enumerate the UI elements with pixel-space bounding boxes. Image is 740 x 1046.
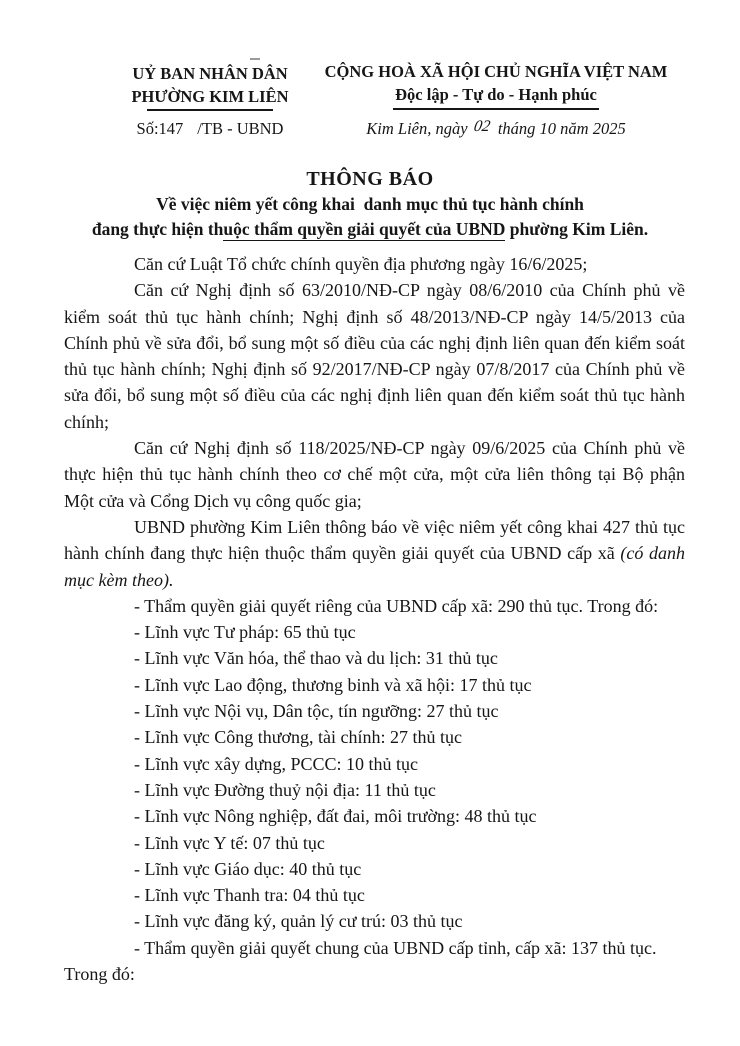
date-suffix: tháng 10 năm 2025	[497, 119, 626, 138]
authority-underline-rule	[147, 109, 273, 111]
place-date-line	[316, 119, 676, 139]
national-motto: Độc lập - Tự do - Hạnh phúc	[393, 84, 599, 110]
list-item: - Lĩnh vực đăng ký, quản lý cư trú: 03 thủ tục	[134, 911, 463, 932]
legal-basis-paragraph: Căn cứ Luật Tổ chức chính quyền địa phương ngày 16/6/2025;	[134, 254, 588, 274]
document-number-line	[98, 118, 322, 140]
issuing-authority-block	[98, 62, 322, 140]
list-item: - Lĩnh vực xây dựng, PCCC: 10 thủ tục	[134, 753, 419, 774]
document-subtitle-line1: Về việc niêm yết công khai danh mục thủ tục hành chính	[156, 194, 584, 214]
list-item: - Thẩm quyền giải quyết chung của UBND cấp tỉnh, cấp xã: 137 thủ tục.	[134, 937, 657, 958]
doc-number-value: 147	[158, 119, 184, 138]
document-body	[64, 251, 685, 987]
list-item: - Thẩm quyền giải quyết riêng của UBND cấp xã: 290 thủ tục. Trong đó:	[134, 595, 659, 616]
doc-number-prefix: Số:	[136, 119, 159, 138]
closing-line: Trong đó:	[64, 964, 135, 985]
announcement-text: UBND phường Kim Liên thông báo về việc niêm yết công khai 427 thủ tục hành chính đang thực hiện thuộc thẩm quyền giải quyết của UBND cấp xã	[64, 516, 685, 564]
list-item: - Lĩnh vực Lao động, thương binh và xã hội: 17 thủ tục	[134, 674, 532, 695]
document-title-block	[40, 167, 700, 242]
list-item: - Lĩnh vực Thanh tra: 04 thủ tục	[134, 885, 365, 906]
list-item: - Lĩnh vực Nông nghiệp, đất đai, môi trường: 48 thủ tục	[134, 806, 537, 827]
subtitle-underlined: uộc thẩm quyền giải quyết của UBND	[223, 219, 506, 239]
list-item: - Lĩnh vực Đường thuỷ nội địa: 11 thủ tục	[134, 779, 436, 800]
national-title: CỘNG HOÀ XÃ HỘI CHỦ NGHĨA VIỆT NAM	[324, 62, 668, 81]
date-day-handwritten: 02	[472, 118, 492, 135]
document-subtitle-line2	[40, 217, 700, 242]
list-item: - Lĩnh vực Giáo dục: 40 thủ tục	[134, 858, 362, 879]
authority-name: PHƯỜNG KIM LIÊN	[131, 87, 289, 106]
legal-basis-paragraph: Căn cứ Nghị định số 118/2025/NĐ-CP ngày 09/6/2025 của Chính phủ về thực hiện thủ tục hành chính theo cơ chế một cửa, một cửa liên thông tại Bộ phận Một cửa và Cổng Dịch vụ công quốc gia;	[64, 438, 685, 511]
subtitle-post: phường Kim Liên.	[505, 219, 649, 239]
authority-parent-name: UỶ BAN NHÂN DÂN	[132, 64, 288, 83]
announcement-paragraph	[64, 514, 685, 593]
announcement-italic-note: (có danh mục kèm theo).	[64, 543, 686, 590]
subtitle-pre: đang thực hiện th	[91, 219, 224, 239]
list-item: - Lĩnh vực Y tế: 07 thủ tục	[134, 832, 325, 853]
list-item: - Lĩnh vực Công thương, tài chính: 27 thủ tục	[134, 727, 462, 748]
date-prefix: Kim Liên, ngày	[366, 119, 468, 138]
national-header-block	[316, 60, 676, 139]
legal-basis-paragraph: Căn cứ Nghị định số 63/2010/NĐ-CP ngày 08/6/2010 của Chính phủ về kiểm soát thủ tục hành chính; Nghị định số 48/2013/NĐ-CP ngày 14/5/2013 của Chính phủ về sửa đổi, bổ sung một số điều của các nghị định liên quan đến kiểm soát thủ tục hành chính; Nghị định số 92/2017/NĐ-CP ngày 07/8/2017 của Chính phủ về sửa đổi, bổ sung một số điều của các nghị định liên quan đến kiểm soát thủ tục hành chính;	[64, 280, 685, 432]
doc-number-suffix: /TB - UBND	[197, 119, 284, 138]
list-item: - Lĩnh vực Văn hóa, thể thao và du lịch: 31 thủ tục	[134, 648, 498, 669]
list-item: - Lĩnh vực Nội vụ, Dân tộc, tín ngưỡng: 27 thủ tục	[134, 701, 499, 722]
document-type-heading: THÔNG BÁO	[306, 168, 434, 190]
list-item: - Lĩnh vực Tư pháp: 65 thủ tục	[134, 622, 356, 643]
scan-artifact	[250, 58, 260, 60]
